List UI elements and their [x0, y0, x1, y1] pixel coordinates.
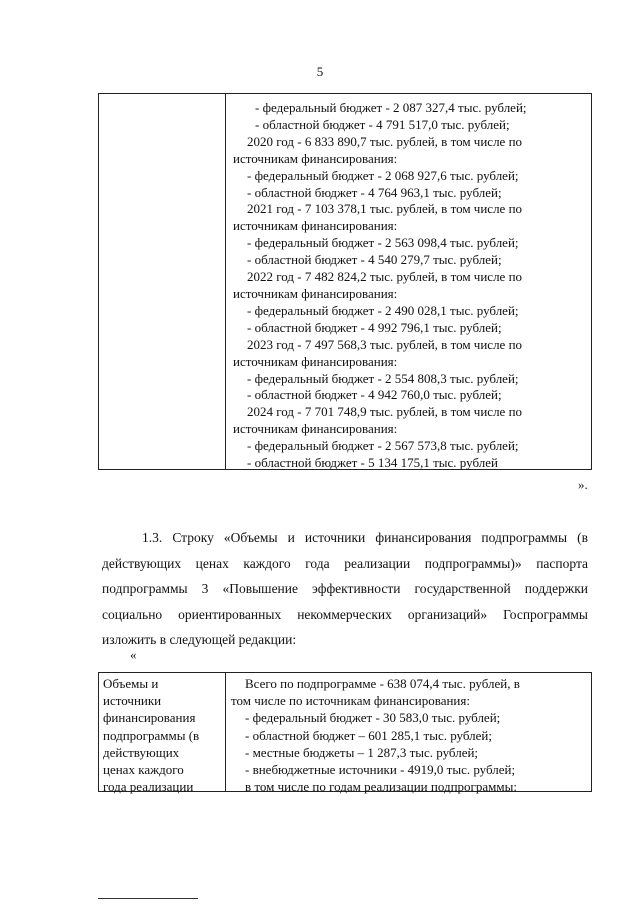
table-line: - областной бюджет - 4 540 279,7 тыс. рублей;	[247, 252, 502, 268]
row-header-line: источники	[103, 693, 162, 709]
table-line: 2021 год - 7 103 378,1 тыс. рублей, в том числе по	[247, 201, 523, 217]
table-line: источникам финансирования:	[233, 150, 398, 166]
table-line: - областной бюджет - 4 992 796,1 тыс. рублей;	[247, 319, 502, 335]
table-line: Всего по подпрограмме - 638 074,4 тыс. рублей, в	[245, 676, 520, 691]
row-header-line: года реализации	[103, 779, 194, 795]
table-line: 2024 год - 7 701 748,9 тыс. рублей, в том числе по	[247, 404, 523, 420]
table-line: 2023 год - 7 497 568,3 тыс. рублей, в том числе по	[247, 336, 523, 352]
footnote-separator	[98, 898, 198, 899]
table-line: источникам финансирования:	[233, 285, 398, 301]
row-header-line: действующих	[103, 744, 180, 760]
amendment-paragraph: 1.3. Строку «Объемы и источники финансирования подпрограммы (в действующих ценах каждого года реализации подпрограммы)» паспорта подпрограммы 3 «Повышение эффективности государственной поддержки социально ориентированных некоммерческих организаций» Госпрограммы изложить в следующей редакции:	[102, 530, 588, 647]
row-header-line: подпрограммы (в	[103, 727, 200, 743]
table-line: - федеральный бюджет - 2 087 327,4 тыс. рублей;	[255, 100, 527, 115]
funding-cell-text	[233, 100, 589, 472]
table-line: - областной бюджет - 4 791 517,0 тыс. рублей;	[255, 116, 510, 132]
table-line: - областной бюджет – 601 285,1 тыс. рублей;	[245, 727, 492, 743]
table-line: - областной бюджет - 5 134 175,1 тыс. рублей	[247, 455, 498, 471]
table-line: - областной бюджет - 4 764 963,1 тыс. рублей;	[247, 184, 502, 200]
subprogram-funding-table	[98, 672, 592, 795]
table-line: источникам финансирования:	[233, 353, 398, 369]
row-header-line: финансирования	[103, 710, 196, 726]
table-line: - федеральный бюджет - 2 490 028,1 тыс. рублей;	[247, 302, 519, 318]
table-line: - внебюджетные источники - 4919,0 тыс. рублей;	[245, 762, 516, 778]
row-header-line: ценах каждого	[103, 762, 184, 778]
table-line: - областной бюджет - 4 942 760,0 тыс. рублей;	[247, 387, 502, 403]
table-line: - федеральный бюджет - 2 068 927,6 тыс. рублей;	[247, 167, 519, 183]
table-line: источникам финансирования:	[233, 218, 398, 234]
table-line: - федеральный бюджет - 2 554 808,3 тыс. рублей;	[247, 370, 519, 386]
funding-table-continued	[98, 93, 592, 470]
table-line: - федеральный бюджет - 2 563 098,4 тыс. рублей;	[247, 235, 519, 251]
table-line: том числе по источникам финансирования:	[231, 693, 470, 709]
row-header-line: Объемы и	[103, 676, 159, 691]
table-line: 2022 год - 7 482 824,2 тыс. рублей, в том числе по	[247, 269, 523, 285]
table-line: в том числе по годам реализации подпрограммы:	[245, 779, 517, 795]
opening-quote: «	[130, 647, 137, 662]
column-divider	[225, 673, 226, 791]
table-line: - федеральный бюджет - 30 583,0 тыс. рублей;	[245, 710, 501, 726]
funding-values-cell	[231, 675, 589, 795]
table-line: 2020 год - 6 833 890,7 тыс. рублей, в том числе по	[247, 133, 523, 149]
page-number: 5	[316, 64, 324, 79]
table-line: - федеральный бюджет - 2 567 573,8 тыс. рублей;	[247, 438, 519, 454]
column-divider	[225, 94, 226, 469]
table-line: источникам финансирования:	[233, 421, 398, 437]
table-line: - местные бюджеты – 1 287,3 тыс. рублей;	[245, 744, 479, 760]
row-header-cell	[103, 675, 223, 795]
closing-quote: ».	[578, 477, 588, 492]
